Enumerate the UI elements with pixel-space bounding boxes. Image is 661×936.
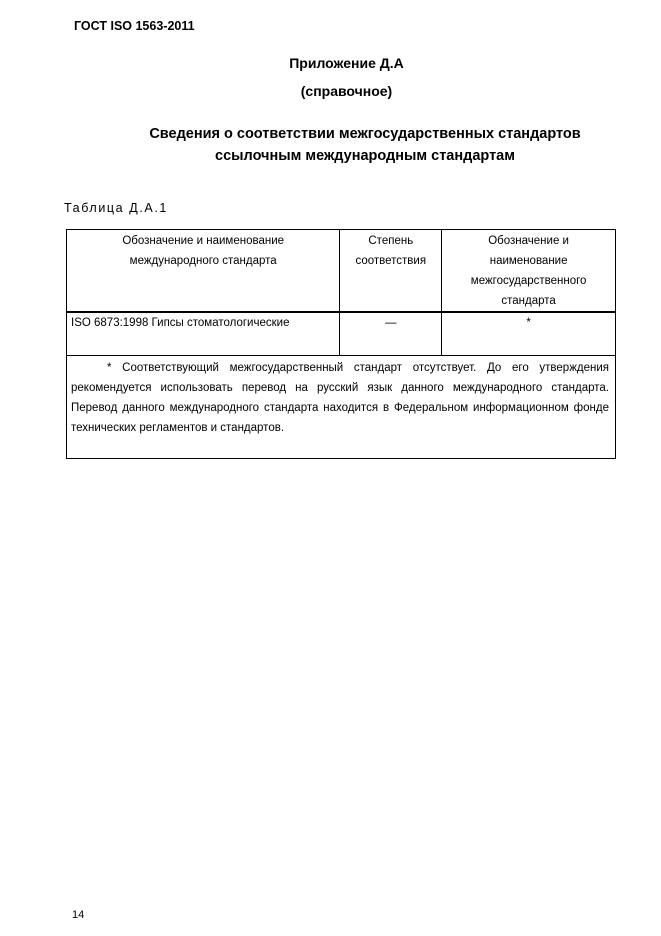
table-note-cell (67, 356, 616, 459)
standards-correspondence-table (66, 229, 616, 459)
table-note: * Соответствующий межгосударственный стандарт отсутствует. До его утверждения рекомендуется использовать перевод на русский язык данного международного стандарта. Перевод данного международного стандарта находится в Федеральном информационном фонде технических регламентов и стандартов. (71, 362, 609, 434)
column-header-interstate: Обозначение и наименование межгосударственного стандарта (442, 230, 616, 313)
document-code: ГОСТ ISO 1563-2011 (74, 19, 195, 33)
cell-degree: — (340, 312, 442, 356)
page-number: 14 (72, 909, 85, 921)
table-caption: Таблица Д.А.1 (64, 201, 168, 215)
cell-international-standard: ISO 6873:1998 Гипсы стоматологические (67, 312, 340, 356)
cell-interstate-standard: * (442, 312, 616, 356)
table-row (67, 312, 616, 356)
heading-line-2: ссылочным международным стандартам (215, 148, 515, 164)
column-header-international: Обозначение и наименование международного стандарта (67, 230, 340, 313)
table-header-row (67, 230, 616, 313)
heading-line-1: Сведения о соответствии межгосударственных стандартов (149, 126, 581, 142)
column-header-degree: Степень соответствия (340, 230, 442, 313)
table-note-row (67, 356, 616, 459)
annex-title: Приложение Д.А (289, 55, 404, 71)
section-heading (100, 123, 630, 167)
annex-type: (справочное) (300, 83, 393, 99)
